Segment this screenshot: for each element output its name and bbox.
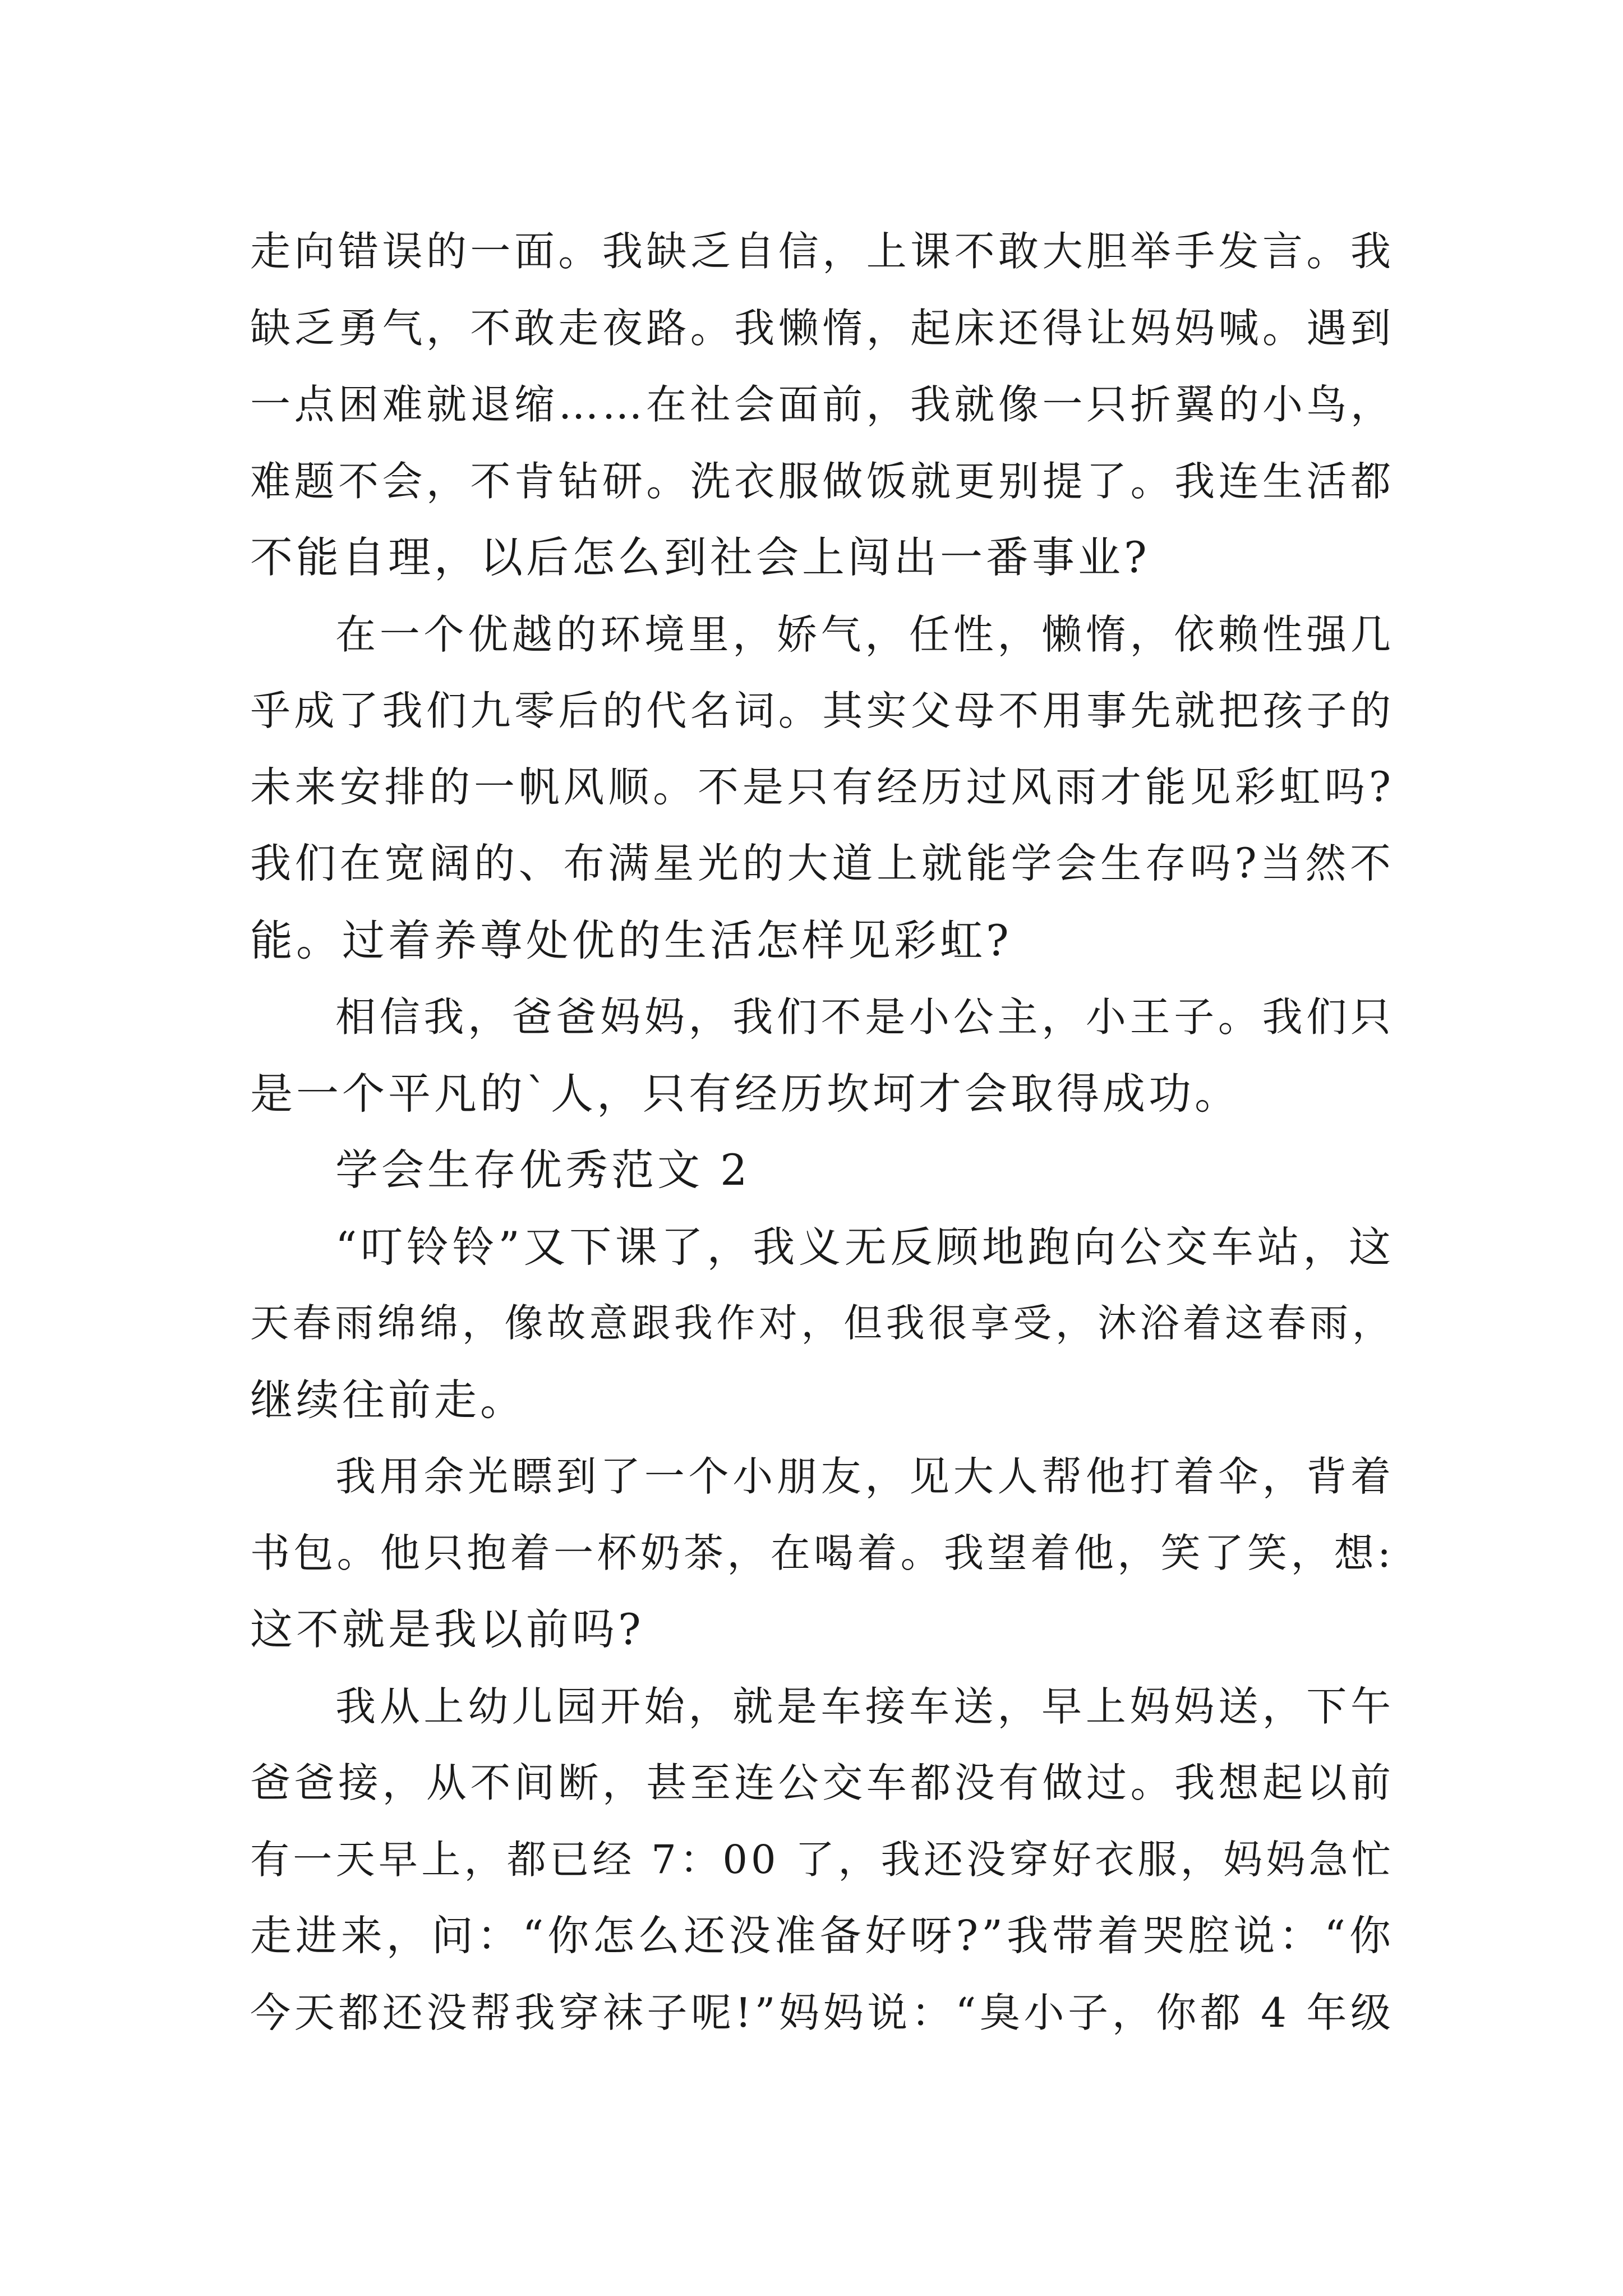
text-line: 一点困难就退缩……在社会面前，我就像一只折翼的小鸟， (250, 381, 1394, 428)
text-line: 有一天早上，都已经 7：00 了，我还没穿好衣服，妈妈急忙 (250, 1836, 1394, 1883)
text-line: 天春雨绵绵，像故意跟我作对，但我很享受，沐浴着这春雨， (250, 1301, 1394, 1346)
text-line: 继续往前走。 (250, 1374, 526, 1425)
section-heading: 学会生存优秀范文 2 (335, 1145, 751, 1195)
body-text (250, 213, 1394, 2051)
text-line: 爸爸接，从不间断，甚至连公交车都没有做过。我想起以前 (250, 1759, 1394, 1806)
text-line: 我们在宽阔的、布满星光的大道上就能学会生存吗?当然不 (250, 840, 1394, 887)
text-line: 缺乏勇气，不敢走夜路。我懒惰，起床还得让妈妈喊。遇到 (250, 304, 1394, 352)
text-line: 未来安排的一帆风顺。不是只有经历过风雨才能见彩虹吗? (250, 763, 1394, 811)
text-line: 走向错误的一面。我缺乏自信，上课不敢大胆举手发言。我 (250, 228, 1394, 275)
text-line: 我用余光瞟到了一个小朋友，见大人帮他打着伞，背着 (335, 1453, 1394, 1500)
text-line: 走进来，问：“你怎么还没准备好呀?”我带着哭腔说：“你 (250, 1912, 1394, 1960)
text-line: 乎成了我们九零后的代名词。其实父母不用事先就把孩子的 (250, 687, 1394, 734)
text-line: 相信我，爸爸妈妈，我们不是小公主，小王子。我们只 (335, 993, 1394, 1041)
text-line: 我从上幼儿园开始，就是车接车送，早上妈妈送，下午 (335, 1682, 1394, 1730)
text-line: 今天都还没帮我穿袜子呢!”妈妈说：“臭小子，你都 4 年级 (250, 1989, 1394, 2036)
text-line: 是一个平凡的`人，只有经历坎坷才会取得成功。 (250, 1068, 1241, 1119)
text-line: 不能自理，以后怎么到社会上闯出一番事业? (250, 532, 1150, 582)
text-line: 能。过着养尊处优的生活怎样见彩虹? (250, 915, 1012, 965)
text-line: 书包。他只抱着一杯奶茶，在喝着。我望着他，笑了笑，想: (250, 1529, 1394, 1576)
text-line: 难题不会，不肯钻研。洗衣服做饭就更别提了。我连生活都 (250, 457, 1394, 505)
text-line: 这不就是我以前吗? (250, 1604, 644, 1654)
text-line: “叮铃铃”又下课了，我义无反顾地跑向公交车站，这 (335, 1222, 1394, 1272)
text-line: 在一个优越的环境里，娇气，任性，懒惰，依赖性强几 (335, 610, 1394, 658)
